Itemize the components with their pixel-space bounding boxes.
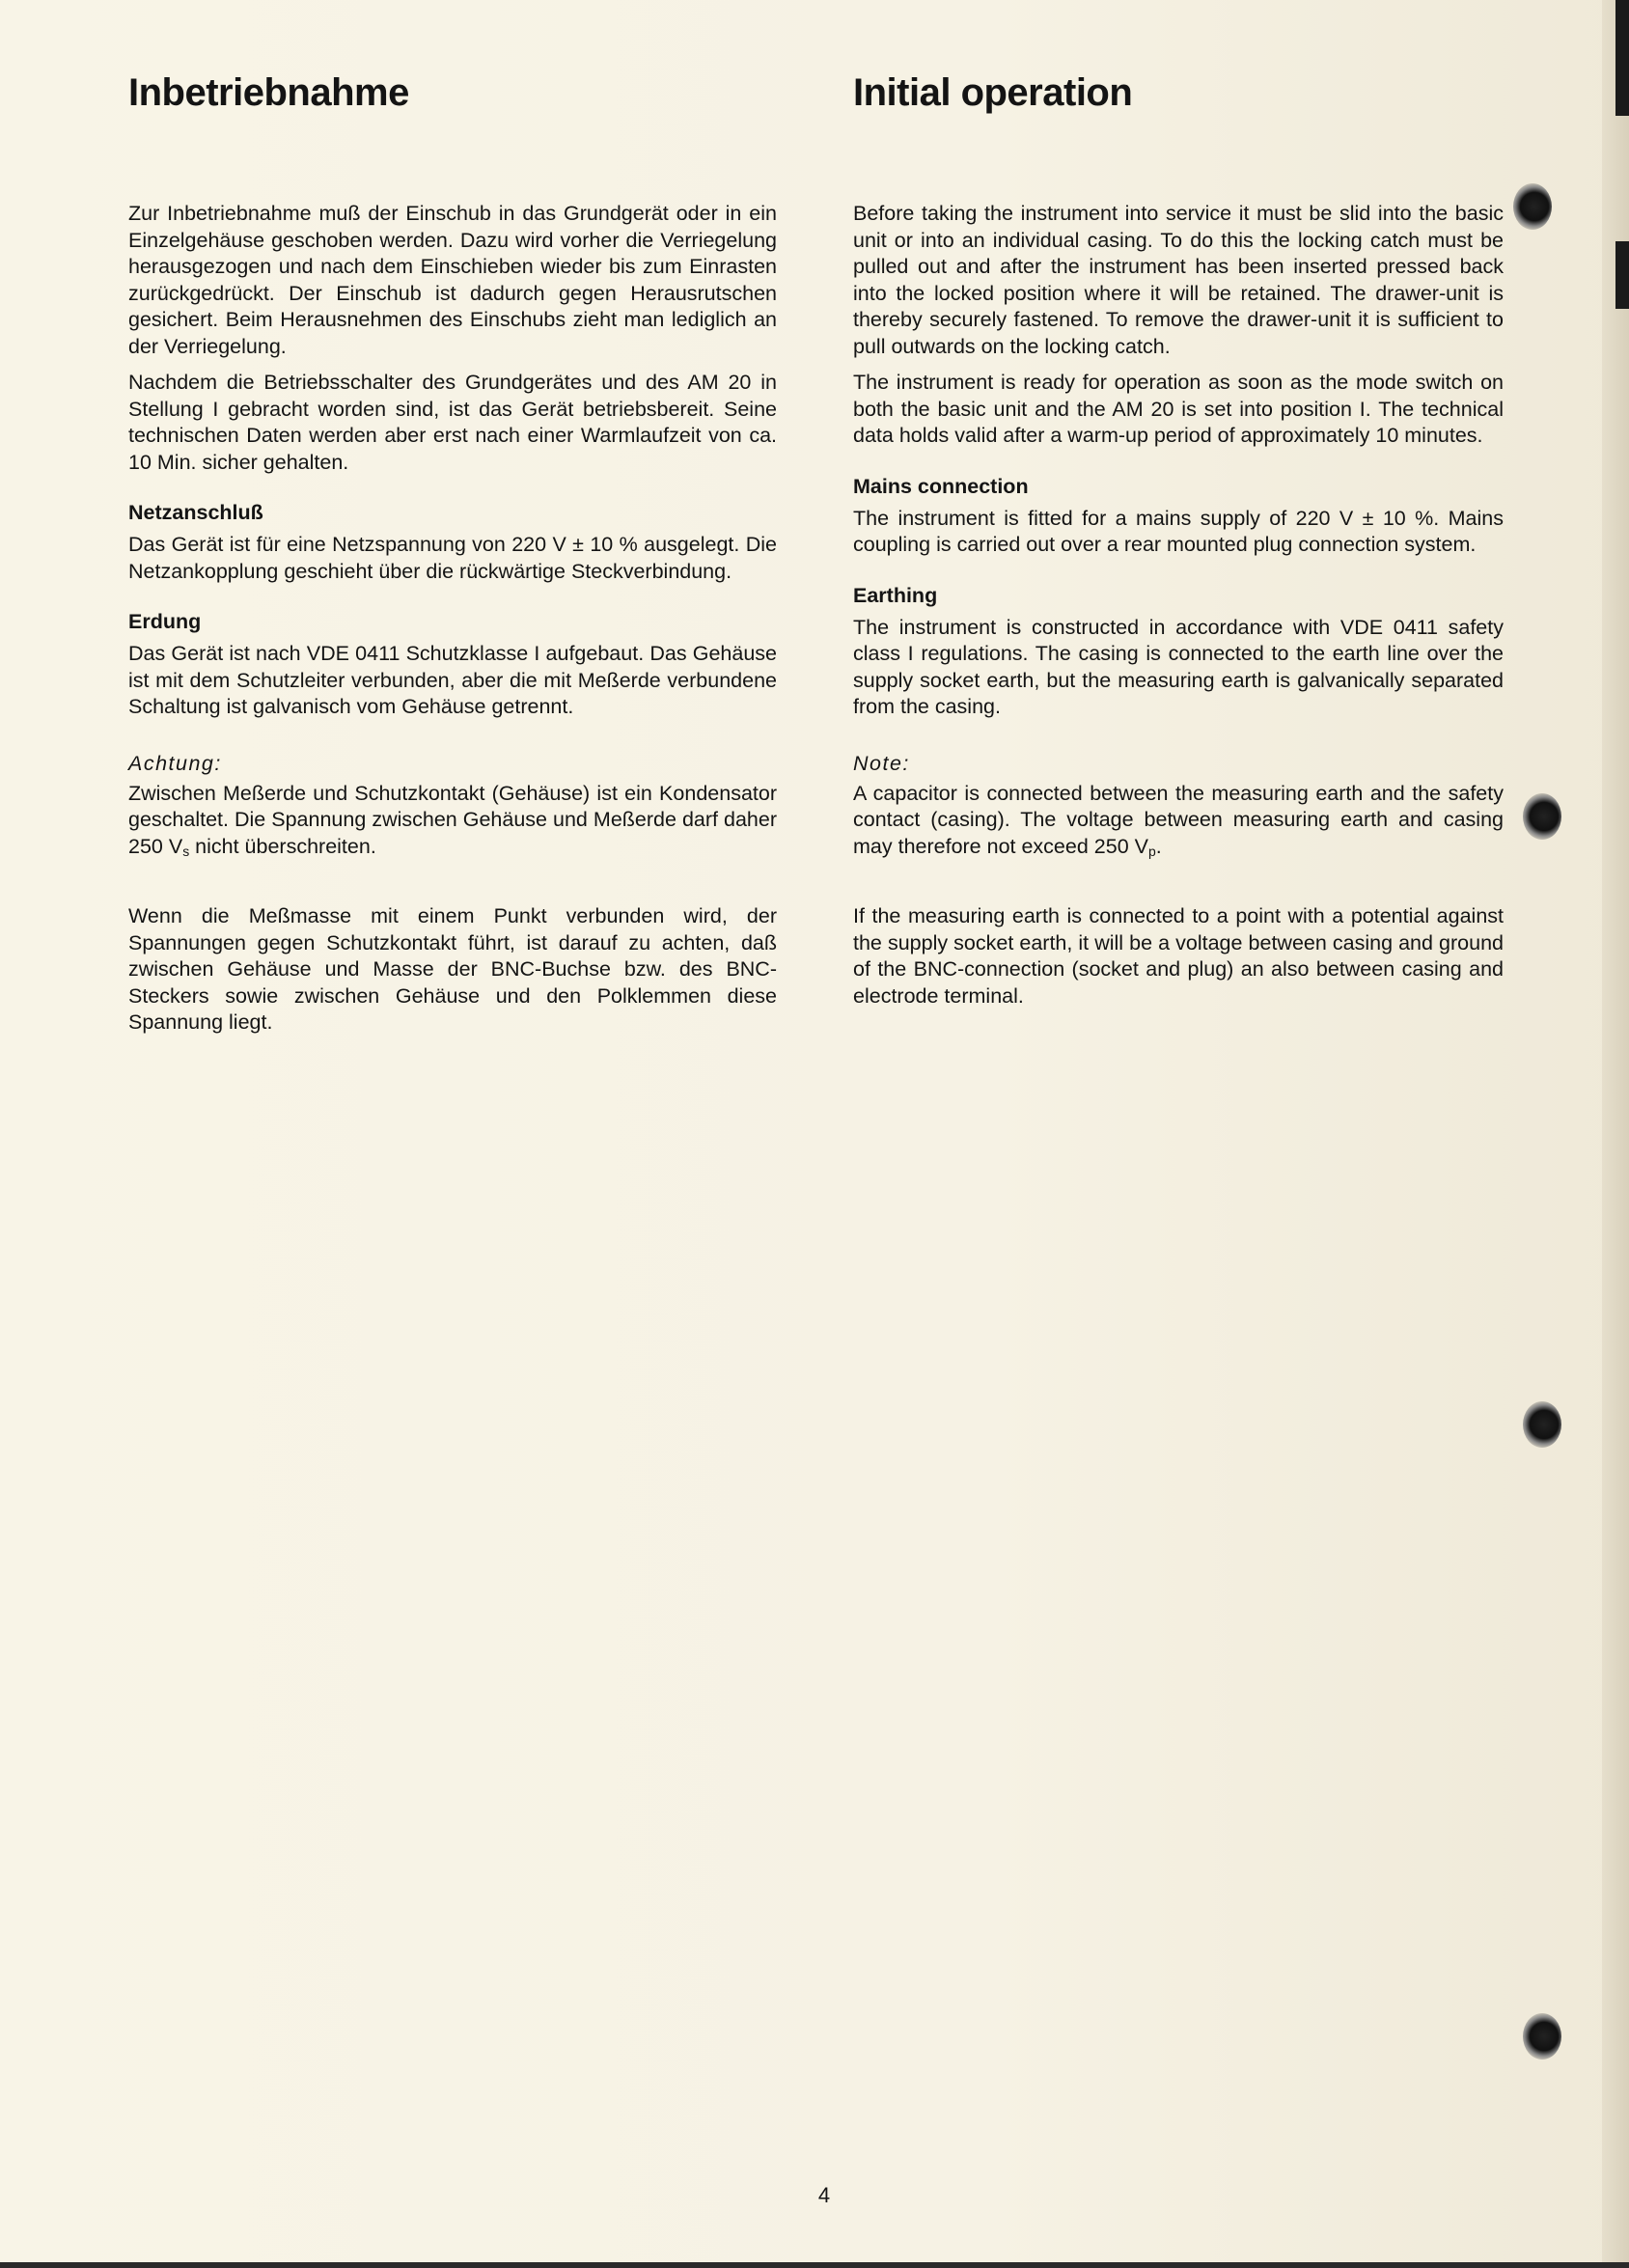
english-note-label: Note: <box>853 751 910 775</box>
german-paragraph-measuring-mass: Wenn die Meßmasse mit einem Punkt verbunden wird, der Spannungen gegen Schutzkontakt führt, ist darauf zu achten, daß zwischen Gehäuse und Masse der BNC-Buchse bzw. des BNC-Steckers sowie zwischen Gehäuse und den Polklemmen diese Spannung liegt. <box>128 904 777 1034</box>
english-note-subscript: p <box>1147 843 1156 859</box>
english-paragraph-measuring-earth: If the measuring earth is connected to a point with a potential against the supply socket earth, it will be a voltage between casing and ground of the BNC-connection (socket and plug) an also between casing and electrode terminal. <box>853 904 1504 1008</box>
english-column <box>853 69 1504 1019</box>
german-earth-heading: Erdung <box>128 610 202 633</box>
german-note-text <box>128 781 777 866</box>
edge-shadow <box>1615 241 1629 309</box>
binder-hole-icon <box>1523 1401 1561 1448</box>
english-earth-text: The instrument is constructed in accordance with VDE 0411 safety class I regulations. The casing is connected to the earth line over the supply socket earth, but the measuring earth is galvanically separated from the casing. <box>853 615 1504 718</box>
german-column <box>128 69 777 1046</box>
german-paragraph-insertion: Zur Inbetriebnahme muß der Einschub in das Grundgerät oder in ein Einzelgehäuse geschoben werden. Dazu wird vorher die Verriegelung herausgezogen und nach dem Einschieben wieder bis zum Einrasten zurückgedrückt. Der Einschub ist dadurch gegen Herausrutschen gesichert. Beim Herausnehmen des Einschubs zieht man lediglich an der Verriegelung. <box>128 202 777 358</box>
german-paragraph-ready: Nachdem die Betriebsschalter des Grundgerätes und des AM 20 in Stellung I gebracht worden sind, ist das Gerät betriebsbereit. Seine technischen Daten werden aber erst nach einer Warmlaufzeit von ca. 10 Min. sicher gehalten. <box>128 371 777 474</box>
german-mains-text: Das Gerät ist für eine Netzspannung von 220 V ± 10 % ausgelegt. Die Netzankopplung geschieht über die rückwärtige Steckverbindung. <box>128 533 777 583</box>
binder-hole-icon <box>1513 183 1552 230</box>
english-mains-text: The instrument is fitted for a mains supply of 220 V ± 10 %. Mains coupling is carried out over a rear mounted plug connection system. <box>853 506 1504 556</box>
edge-shadow <box>1615 0 1629 116</box>
page-number: 4 <box>817 2183 831 2207</box>
german-note-subscript: s <box>182 843 190 859</box>
english-note-text-b: . <box>1155 834 1162 858</box>
binder-hole-icon <box>1523 793 1561 840</box>
german-earth-text: Das Gerät ist nach VDE 0411 Schutzklasse I aufgebaut. Das Gehäuse ist mit dem Schutzleiter verbunden, aber die mit Meßerde verbundene Schaltung ist galvanisch vom Gehäuse getrennt. <box>128 642 777 718</box>
english-paragraph-ready: The instrument is ready for operation as soon as the mode switch on both the basic unit and the AM 20 is set into position I. The technical data holds valid after a warm-up period of approximately 10 minutes. <box>853 371 1504 447</box>
english-mains-heading: Mains connection <box>853 474 1029 498</box>
scan-border <box>0 2262 1629 2268</box>
german-heading: Inbetriebnahme <box>128 71 409 114</box>
german-note-label: Achtung: <box>128 751 222 775</box>
german-note-text-b: nicht überschreiten. <box>189 834 376 858</box>
english-earth-heading: Earthing <box>853 583 938 607</box>
english-heading: Initial operation <box>853 71 1133 114</box>
page-edge <box>1602 0 1629 2268</box>
english-note-text-a: A capacitor is connected between the measuring earth and the safety contact (casing). The voltage between measuring earth and casing may therefore not exceed 250 V <box>853 781 1504 858</box>
english-note-text <box>853 781 1504 866</box>
binder-hole-icon <box>1523 2013 1561 2060</box>
german-note-text-a: Zwischen Meßerde und Schutzkontakt (Gehäuse) ist ein Kondensator geschaltet. Die Spannung zwischen Gehäuse und Meßerde darf daher 250 V <box>128 781 777 858</box>
german-mains-heading: Netzanschluß <box>128 501 263 524</box>
english-paragraph-insertion: Before taking the instrument into service it must be slid into the basic unit or into an individual casing. To do this the locking catch must be pulled out and after the instrument has been inserted pressed back into the locked position where it will be retained. The drawer-unit is thereby securely fastened. To remove the drawer-unit it is sufficient to pull outwards on the locking catch. <box>853 202 1504 358</box>
